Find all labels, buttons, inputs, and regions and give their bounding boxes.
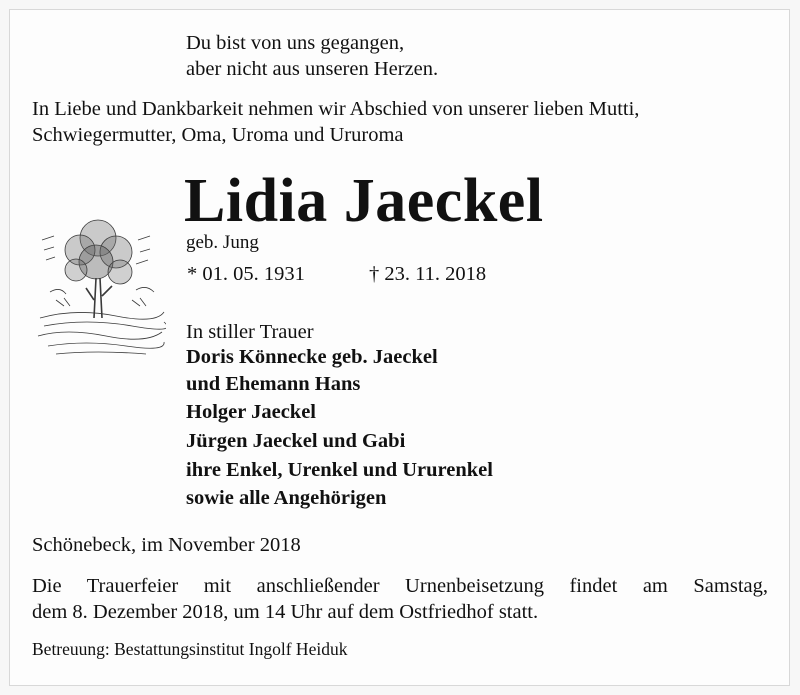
mourner-name: sowie alle Angehörigen: [186, 487, 387, 509]
place-date: Schönebeck, im November 2018: [32, 534, 301, 556]
mourner-name: und Ehemann Hans: [186, 373, 361, 395]
funeral-line-2: dem 8. Dezember 2018, um 14 Uhr auf dem Ostfriedhof statt.: [32, 601, 539, 623]
maiden-name: geb. Jung: [186, 232, 259, 253]
mourners-heading: In stiller Trauer: [186, 321, 314, 343]
funeral-line-1: Die Trauerfeier mit anschließender Urnenbeisetzung findet am Samstag,: [32, 575, 768, 597]
motto-line-1: Du bist von uns gegangen,: [186, 32, 405, 54]
mourner-name: Holger Jaeckel: [186, 401, 316, 423]
mourner-name: Jürgen Jaeckel und Gabi: [186, 430, 406, 452]
intro-line-1: In Liebe und Dankbarkeit nehmen wir Abschied von unserer lieben Mutti,: [32, 98, 640, 120]
death-date: † 23. 11. 2018: [369, 263, 487, 285]
mourner-name: ihre Enkel, Urenkel und Ururenkel: [186, 459, 493, 481]
birth-date: * 01. 05. 1931: [187, 263, 305, 285]
intro-line-2: Schwiegermutter, Oma, Uroma und Ururoma: [32, 124, 404, 146]
funeral-home-credit: Betreuung: Bestattungsinstitut Ingolf Heiduk: [32, 639, 348, 659]
deceased-name: Lidia Jaeckel: [184, 167, 544, 235]
tree-illustration: [36, 200, 166, 360]
motto-line-2: aber nicht aus unseren Herzen.: [186, 58, 439, 80]
mourner-name: Doris Könnecke geb. Jaeckel: [186, 346, 438, 368]
